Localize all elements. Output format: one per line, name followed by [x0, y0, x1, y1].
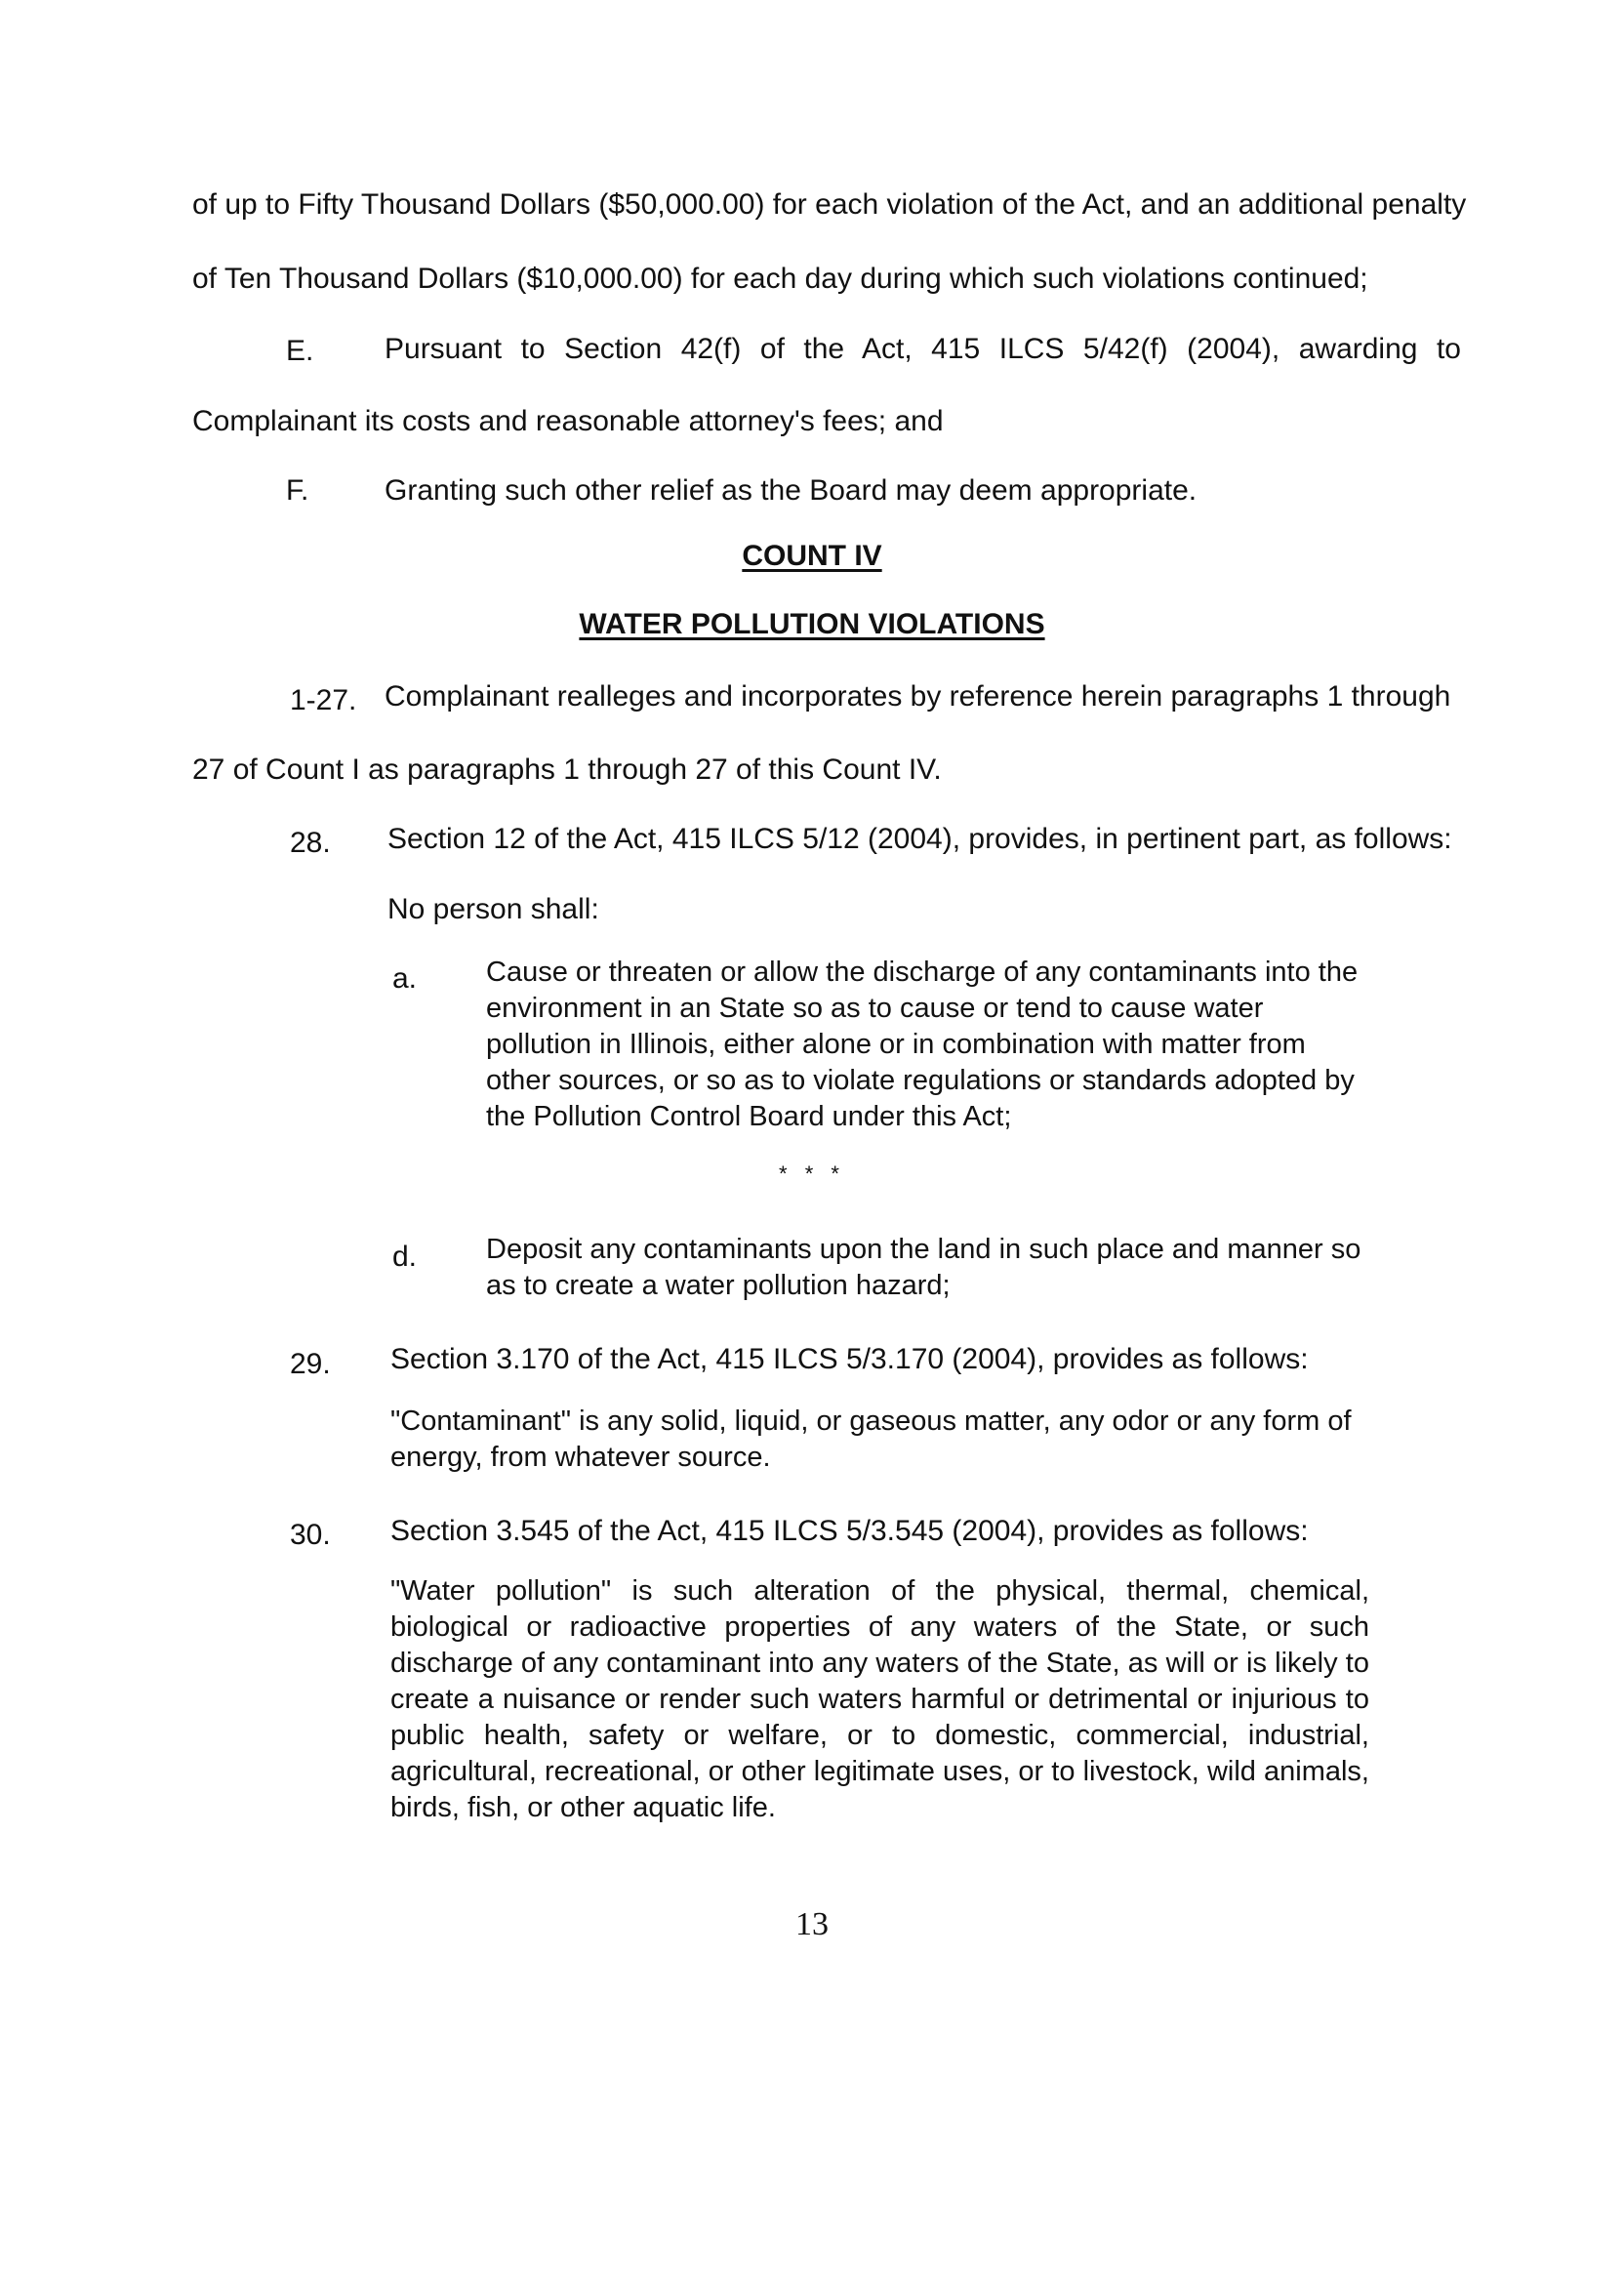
paragraph-28-intro: No person shall: — [387, 893, 599, 925]
item-d-text: Deposit any contaminants upon the land in such place and manner so as to create a water pollution hazard; — [486, 1234, 1361, 1301]
paragraph-28-line-1: Section 12 of the Act, 415 ILCS 5/12 (2004), provides, in pertinent part, as follows: — [387, 823, 1452, 855]
item-e-line-1: Pursuant to Section 42(f) of the Act, 415 ILCS 5/42(f) (2004), awarding to — [385, 333, 1461, 365]
paragraph-28-marker: 28. — [290, 827, 331, 859]
count-heading: COUNT IV — [742, 540, 882, 572]
penalty-line-2: of Ten Thousand Dollars ($10,000.00) for each day during which such violations continued; — [192, 263, 1368, 295]
item-e-marker: E. — [286, 335, 314, 367]
paragraph-30-marker: 30. — [290, 1519, 331, 1551]
count-subheading: WATER POLLUTION VIOLATIONS — [579, 608, 1045, 640]
section-break-stars: * * * — [779, 1161, 845, 1186]
paragraph-29-line-1: Section 3.170 of the Act, 415 ILCS 5/3.170 (2004), provides as follows: — [390, 1343, 1309, 1375]
paragraph-1-27-line-2: 27 of Count I as paragraphs 1 through 27 of this Count IV. — [192, 754, 942, 786]
page-number: 13 — [795, 1906, 829, 1942]
item-a-text: Cause or threaten or allow the discharge of any contaminants into the environment in an State so as to cause or tend to cause water pollution in Illinois, either alone or in combination with matter from other sources, or so as to violate regulations or standards adopted by the Pollution Control Board under this Act; — [486, 957, 1359, 1132]
paragraph-29-quote: "Contaminant" is any solid, liquid, or gaseous matter, any odor or any form of energy, from whatever source. — [390, 1406, 1352, 1473]
paragraph-1-27-line-1: Complainant realleges and incorporates by reference herein paragraphs 1 through — [385, 680, 1451, 713]
item-f-line-1: Granting such other relief as the Board may deem appropriate. — [385, 474, 1198, 507]
paragraph-30-line-1: Section 3.545 of the Act, 415 ILCS 5/3.545 (2004), provides as follows: — [390, 1515, 1309, 1547]
item-a-marker: a. — [392, 962, 418, 995]
paragraph-29-marker: 29. — [290, 1348, 331, 1380]
item-e-line-2: Complainant its costs and reasonable attorney's fees; and — [192, 405, 944, 437]
item-f-marker: F. — [286, 474, 309, 507]
paragraph-30-quote: "Water pollution" is such alteration of the physical, thermal, chemical, biological or radioactive properties of any waters of the State, or such discharge of any contaminant into any waters of the State, as will or is likely to create a nuisance or render such waters harmful or detrimental or injurious to public health, safety or welfare, or to domestic, commercial, industrial, agricultural, recreational, or other legitimate uses, or to livestock, wild animals, birds, fish, or other aquatic life. — [390, 1575, 1369, 1823]
item-d-marker: d. — [392, 1241, 418, 1273]
paragraph-1-27-marker: 1-27. — [290, 684, 357, 716]
penalty-line-1: of up to Fifty Thousand Dollars ($50,000.00) for each violation of the Act, and an additional penalty — [192, 188, 1467, 221]
